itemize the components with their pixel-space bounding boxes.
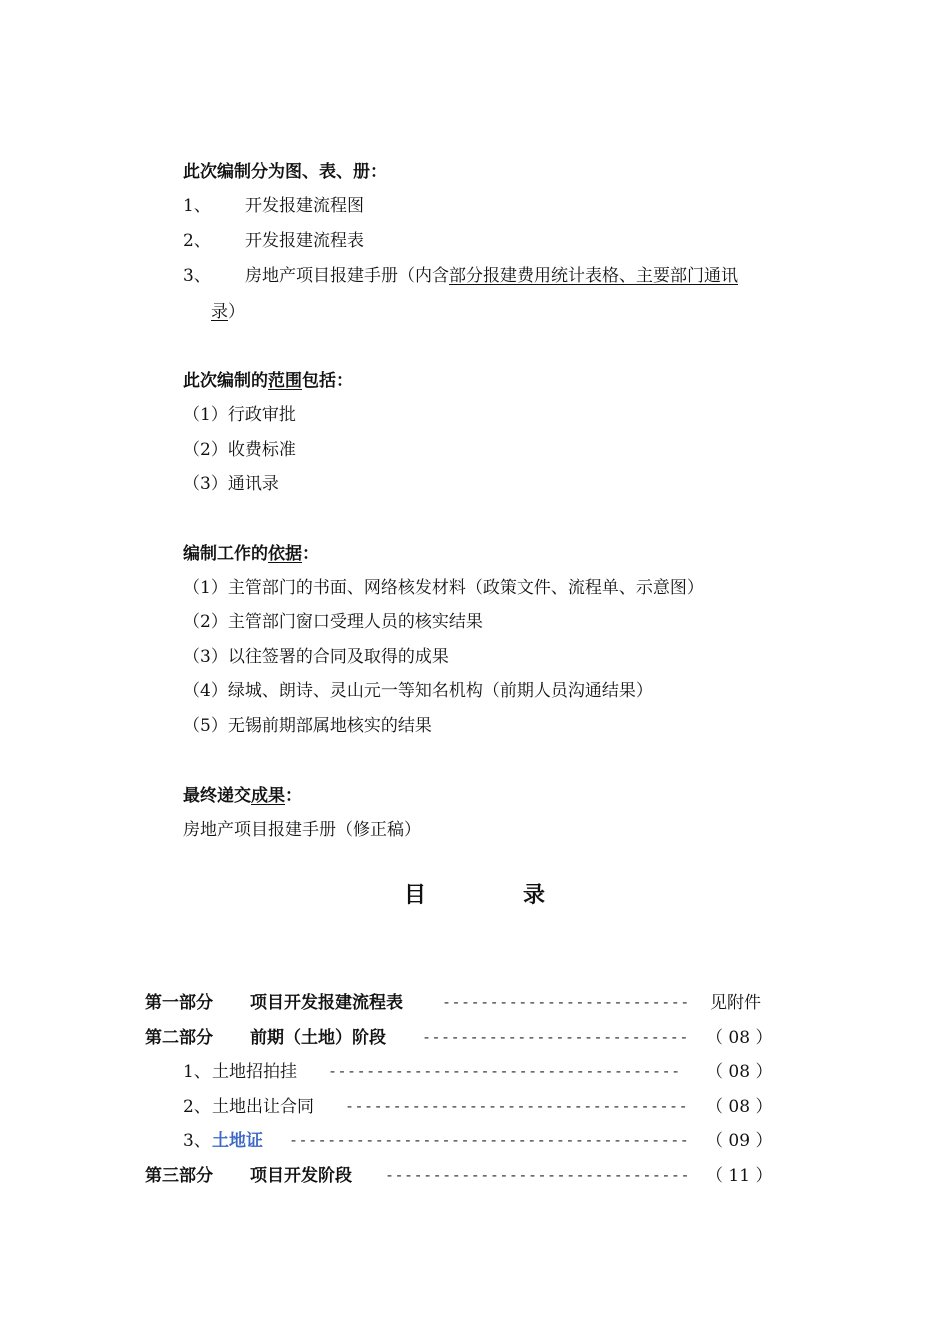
heading-text: 编制工作的 <box>183 544 268 564</box>
toc-page: （ 11 ） <box>706 1166 773 1186</box>
toc-entry-title[interactable]: 前期（土地）阶段 <box>250 1028 386 1048</box>
list-item-number: 2、 <box>183 231 211 251</box>
toc-page: （ 08 ） <box>706 1097 773 1117</box>
heading-text: ： <box>285 786 302 806</box>
section4-heading <box>183 785 302 807</box>
list-item-number: 1、 <box>183 196 211 216</box>
toc-item-number: 3、 <box>183 1131 211 1151</box>
toc-title-left: 目 <box>404 883 427 908</box>
toc-part-label: 第三部分 <box>145 1166 213 1186</box>
section2-heading <box>183 370 353 392</box>
toc-title-right: 录 <box>523 883 546 908</box>
list-item-text: 房地产项目报建手册（内含 <box>245 266 449 286</box>
underlined-text: 部分报建费用统计表格、主要部门通讯 <box>449 266 738 286</box>
toc-entry-title[interactable]: 土地出让合同 <box>212 1097 314 1117</box>
toc-entry-link[interactable]: 土地证 <box>212 1131 263 1151</box>
heading-text: 包括： <box>302 371 353 391</box>
list-item: （3）以往签署的合同及取得的成果 <box>183 647 449 667</box>
list-item: （3）通讯录 <box>183 474 279 494</box>
list-item-continuation <box>211 301 245 323</box>
toc-page: （ 08 ） <box>706 1028 773 1048</box>
toc-page: （ 08 ） <box>706 1062 773 1082</box>
list-item: （1）主管部门的书面、网络核发材料（政策文件、流程单、示意图） <box>183 578 704 598</box>
underlined-text: 录 <box>211 302 228 322</box>
list-item: （2）主管部门窗口受理人员的核实结果 <box>183 612 483 632</box>
toc-item-number: 2、 <box>183 1097 211 1117</box>
underlined-text: 成果 <box>251 786 285 806</box>
toc-leader: ---------------------------- <box>422 1028 689 1046</box>
result-text: 房地产项目报建手册（修正稿） <box>183 820 421 840</box>
underlined-text: 依据 <box>268 544 302 564</box>
toc-item-number: 1、 <box>183 1062 211 1082</box>
toc-leader: ------------------------------------------ <box>289 1131 690 1149</box>
list-item: （1）行政审批 <box>183 405 296 425</box>
toc-page: （ 09 ） <box>706 1131 773 1151</box>
toc-entry-title[interactable]: 项目开发报建流程表 <box>250 993 403 1013</box>
heading-text: ： <box>302 544 319 564</box>
heading-text: 最终递交 <box>183 786 251 806</box>
list-item: 开发报建流程图 <box>245 196 364 216</box>
toc-leader: ------------------------------------- <box>328 1062 681 1080</box>
list-item: 开发报建流程表 <box>245 231 364 251</box>
toc-part-label: 第一部分 <box>145 993 213 1013</box>
heading-text: 此次编制的 <box>183 371 268 391</box>
list-item-number: 3、 <box>183 266 211 286</box>
toc-leader: -------------------------------- <box>385 1166 690 1184</box>
underlined-text: 范围 <box>268 371 302 391</box>
list-item-text: ） <box>228 302 245 322</box>
toc-page: 见附件 <box>710 993 761 1013</box>
toc-leader: ------------------------------------ <box>345 1097 689 1115</box>
toc-part-label: 第二部分 <box>145 1028 213 1048</box>
list-item: （2）收费标准 <box>183 440 296 460</box>
toc-leader: -------------------------- <box>442 993 690 1011</box>
toc-entry-title[interactable]: 项目开发阶段 <box>250 1166 352 1186</box>
toc-entry-title[interactable]: 土地招拍挂 <box>212 1062 297 1082</box>
list-item: （4）绿城、朗诗、灵山元一等知名机构（前期人员沟通结果） <box>183 681 653 701</box>
list-item: （5）无锡前期部属地核实的结果 <box>183 716 432 736</box>
section1-heading: 此次编制分为图、表、册： <box>183 162 387 182</box>
section3-heading <box>183 543 319 565</box>
list-item <box>245 265 738 287</box>
